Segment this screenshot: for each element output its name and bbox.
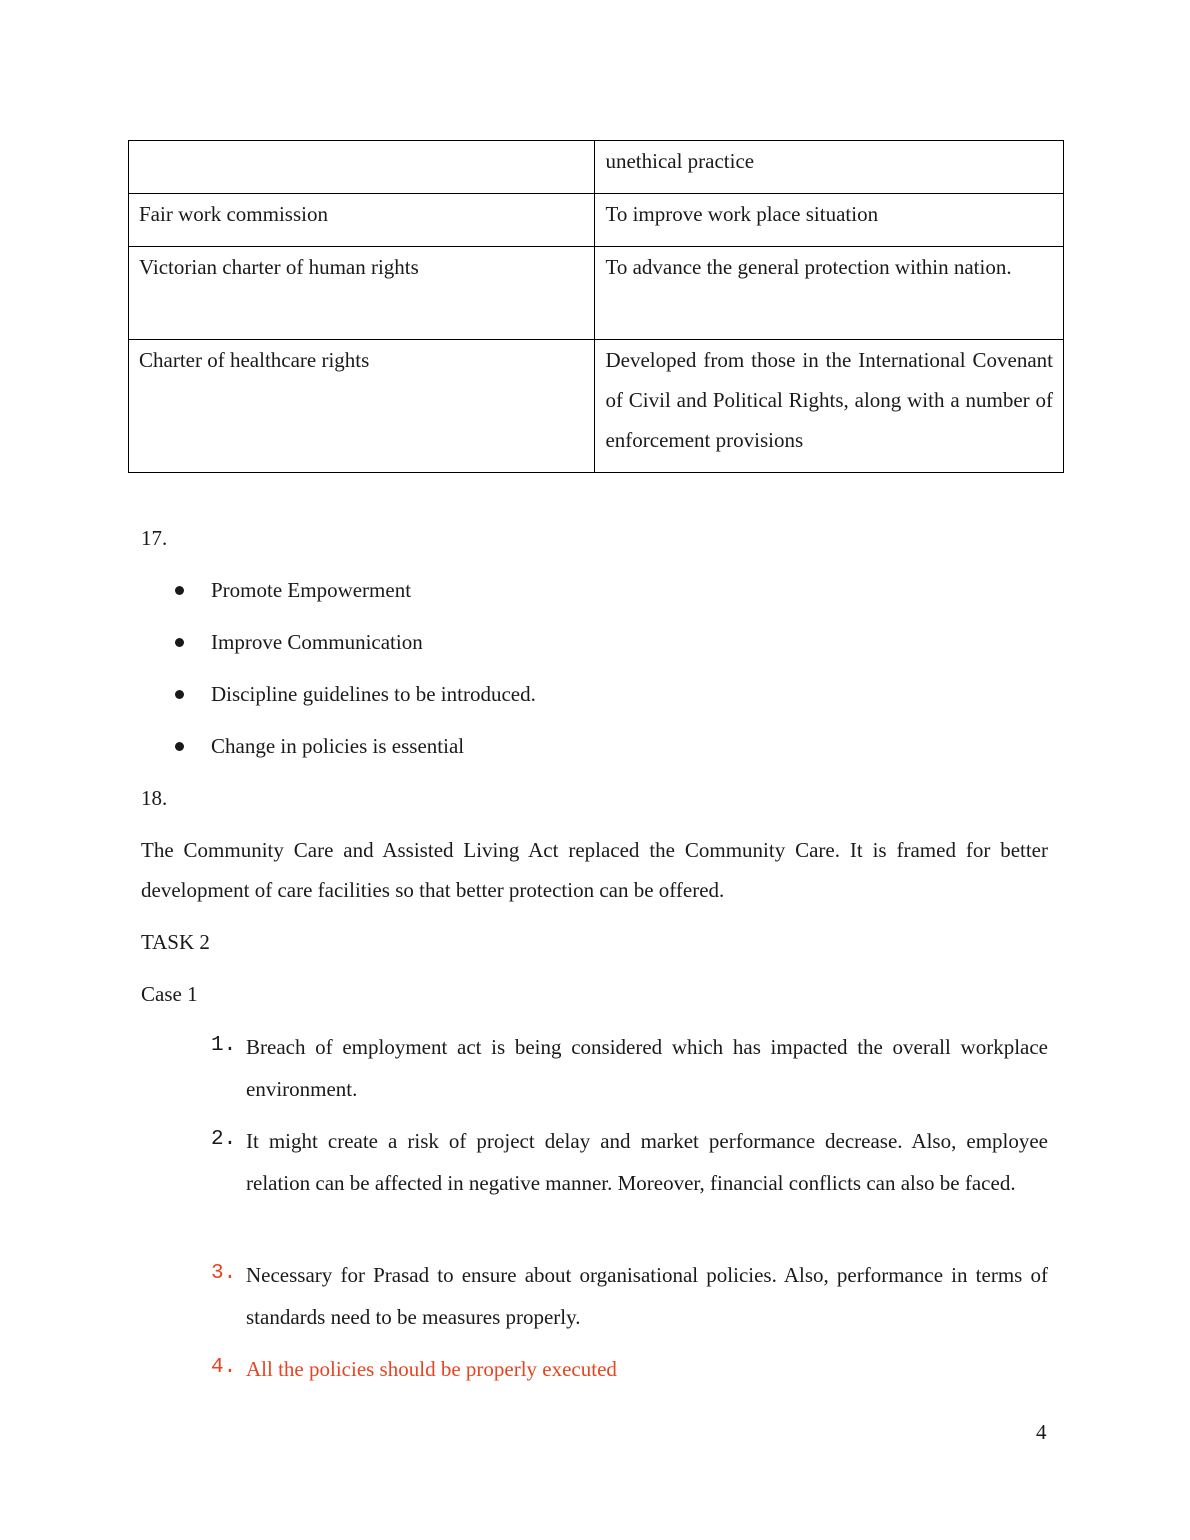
bullet-icon [175, 586, 184, 595]
list-item: Promote Empowerment [211, 578, 412, 602]
question-18-paragraph: The Community Care and Assisted Living Act replaced the Community Care. It is framed for better development of care facilities so that better protection can be offered. [141, 838, 1048, 902]
table-cell-purpose: Developed from those in the International Covenant of Civil and Political Rights, along with a number of enforcement provisions [595, 340, 1064, 473]
list-item-text: Breach of employment act is being considered which has impacted the overall workplace environment. [246, 1035, 1048, 1101]
table-cell-body: Fair work commission [129, 194, 595, 247]
question-18-heading: 18. [141, 786, 168, 810]
rights-table [128, 140, 1064, 473]
list-number: 3. [211, 1262, 237, 1285]
table-row [129, 340, 1064, 473]
list-item-text: It might create a risk of project delay and market performance decrease. Also, employee relation can be affected in negative manner. Moreover, financial conflicts can also be faced. [246, 1129, 1048, 1195]
table-cell-purpose: To advance the general protection within nation. [595, 247, 1064, 340]
table-row [129, 247, 1064, 340]
table-row [129, 194, 1064, 247]
table-cell-purpose: To improve work place situation [595, 194, 1064, 247]
list-number: 4. [211, 1356, 237, 1379]
page-number: 4 [1036, 1420, 1047, 1444]
bullet-icon [175, 638, 184, 647]
list-item: Change in policies is essential [211, 734, 465, 758]
question-17-heading: 17. [141, 526, 168, 550]
list-item-text: All the policies should be properly executed [246, 1357, 617, 1381]
list-item [211, 1348, 1048, 1390]
table-cell-purpose: unethical practice [595, 141, 1064, 194]
case-1-heading: Case 1 [141, 982, 198, 1006]
list-number: 1. [211, 1034, 237, 1057]
list-item: Discipline guidelines to be introduced. [211, 682, 536, 706]
list-item [211, 1254, 1048, 1338]
table-cell-body: Victorian charter of human rights [129, 247, 595, 340]
task-2-heading: TASK 2 [141, 930, 210, 954]
list-item-text: Necessary for Prasad to ensure about organisational policies. Also, performance in terms of standards need to be measures properly. [246, 1263, 1048, 1329]
list-item: Improve Communication [211, 630, 423, 654]
table-cell-body: Charter of healthcare rights [129, 340, 595, 473]
table-row [129, 141, 1064, 194]
list-item [211, 1120, 1048, 1204]
bullet-icon [175, 690, 184, 699]
list-item [211, 1026, 1048, 1110]
table-cell-body [129, 141, 595, 194]
list-number: 2. [211, 1128, 237, 1151]
bullet-icon [175, 742, 184, 751]
